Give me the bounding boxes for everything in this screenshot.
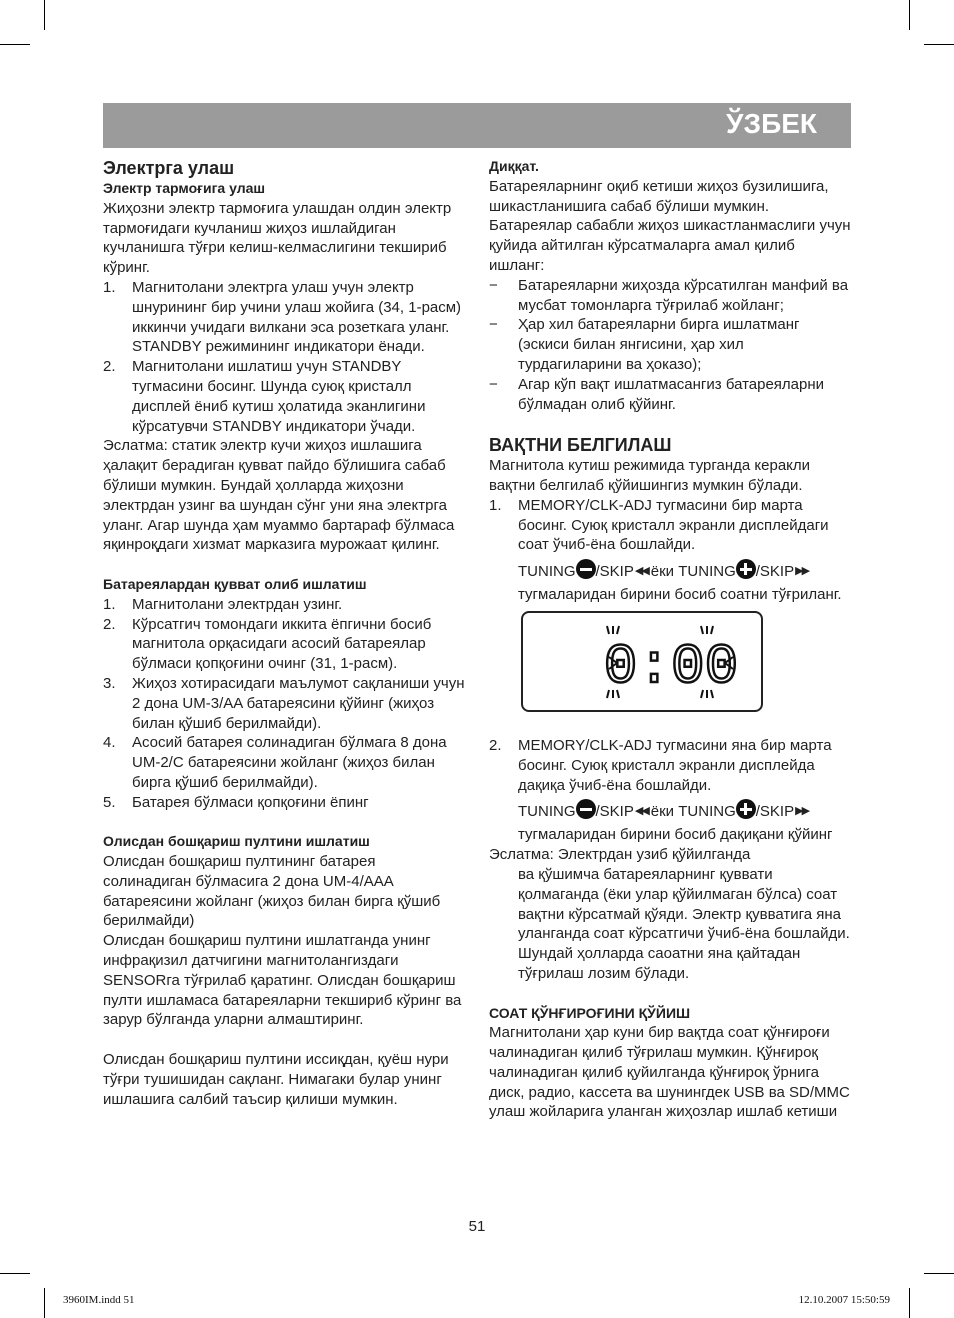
skip-back-icon: ◀◀ <box>634 565 648 578</box>
heading-alarm: СОАТ ҚЎНҒИРОҒИНИ ҚЎЙИШ <box>489 1004 691 1021</box>
crop-mark <box>924 44 954 45</box>
language-banner <box>103 103 851 148</box>
paragraph-attention: Батареяларнинг оқиб кетиши жиҳоз бузилишига, шикастланишига сабаб бўлиши мумкин. Батареялар сабабли жиҳоз шикастланмаслиги учун қуйида айтилган кўрсатмаларга амал қилиб ишланг: <box>489 177 851 274</box>
list-item: 2. MEMORY/CLK-ADJ тугмасини яна бир марта босинг. Суюқ кристалл экранли дисплейда дақиқа ўчиб-ёна бошлайди. <box>489 736 832 794</box>
list-item: 3. Жиҳоз хотирасидаги маълумот сақланиши учун 2 дона UM-3/AA батареясини қўйинг (жиҳоз билан қўшиб берилмайди). <box>103 674 465 732</box>
list-item: 1. MEMORY/CLK-ADJ тугмасини бир марта босинг. Суюқ кристалл экранли дисплейдаги соат ўчиб-ёна бошлайди. <box>489 496 829 554</box>
tuning-skip-row: TUNING /SKIP ◀◀ ёки TUNING /SKIP ▶▶ <box>489 559 851 585</box>
heading-attention: Диққат. <box>489 158 539 174</box>
heading-mains: Электр тармоғига улаш <box>103 180 266 196</box>
crop-mark <box>44 0 45 30</box>
lcd-digits: 0:00 <box>603 634 739 699</box>
crop-mark <box>0 1273 30 1274</box>
page-number: 51 <box>468 1218 486 1235</box>
heading-remote: Олисдан бошқариш пултини ишлатиш <box>103 833 370 850</box>
list-item: 1. Магнитолани электрдан узинг. <box>103 595 343 613</box>
crop-mark <box>44 1288 45 1318</box>
right-column <box>489 157 851 1122</box>
footer-file: 3960IM.indd 51 <box>63 1294 135 1306</box>
paragraph-remote-1: Олисдан бошқариш пултининг батарея солинадиган бўлмасига 2 дона UM-4/AAA батареясини жойланг (жиҳоз билан бирга қўшиб берилмайди) <box>103 853 441 930</box>
paragraph-time: Магнитола кутиш режимида турганда керакли вақтни белгилаб қўйишингиз мумкин бўлади. <box>489 457 811 494</box>
plus-circle-icon <box>736 799 756 819</box>
list-item: 2. Кўрсатгич томондаги иккита ёпгични босиб магнитола орқасидаги асосий батареялар бўлмаси қопқоғини очинг (31, 1-расм). <box>103 615 432 673</box>
crop-mark <box>924 1273 954 1274</box>
paragraph-mains: Жиҳозни электр тармоғига улашдан олдин электр тармоғидаги кучланиш жиҳоз ишлайдиган кучланишга тўғри келиш-келмаслигини текшириб кўринг. <box>103 199 452 277</box>
blink-rays <box>607 626 619 634</box>
list-item: − Батареяларни жиҳозда кўрсатилган манфий ва мусбат томонларга тўғрилаб жойланг; <box>489 276 849 314</box>
list-item: 1. Магнитолани электрга улаш учун электр шнурининг бир учини улаш жойига (34, 1-расм) иккинчи учидаги вилкани эса розеткага уланг. STANDBY режимининг индикатори ёнади. <box>103 278 462 356</box>
lcd-svg <box>523 613 761 710</box>
skip-forward-icon: ▶▶ <box>795 565 809 578</box>
minus-circle-icon <box>576 559 596 579</box>
language-title: ЎЗБЕК <box>726 108 817 139</box>
list-item: 4. Асосий батарея солинадиган бўлмага 8 дона UM-2/C батареясини жойланг (жиҳоз билан бирга қўшиб берилмайди). <box>103 734 447 791</box>
list-item: − Ҳар хил батареяларни бирга ишлатманг (эскиси билан янгисини, ҳар хил турдагиларини ва ҳоказо); <box>489 316 800 373</box>
step1-after: тугмаларидан бирини босиб соатни тўғриланг. <box>518 586 842 604</box>
heading-power: Электрга улаш <box>103 158 235 178</box>
footer-date: 12.10.2007 15:50:59 <box>798 1294 890 1306</box>
minus-circle-icon <box>576 799 596 819</box>
skip-forward-icon: ▶▶ <box>795 805 809 818</box>
plus-circle-icon <box>736 559 756 579</box>
note-clock: Эслатма: Электрдан узиб қўйилганда <box>489 846 751 864</box>
blink-rays <box>701 626 713 634</box>
list-item: − Агар кўп вақт ишлатмасангиз батареяларни бўлмадан олиб қўйинг. <box>489 375 825 413</box>
paragraph-alarm: Магнитолани ҳар куни бир вақтда соат қўнғироғи чалинадиган қилиб тўғрилаш мумкин. Қўнғироқ чалинадиган қилиб қуйилганда қўнғироқ ўрнига диск, радио, кассета ва шунингдек USB ва SD/MMC улаш жойларига уланган жиҳозлар ишлаб кетиши <box>489 1024 850 1121</box>
note-clock-rest: ва қўшимча батареяларнинг қуввати қолмаганда (ёки улар қўйилмаган бўлса) соат вақтни кўрсатмай қўяди. Электр қувватига яна уланганда соат кўрсатгичи ўчиб-ёна бошлайди. Шундай ҳолларда саоатни яна қайтадан тўғрилаш лозим бўлади. <box>518 865 850 982</box>
crop-mark <box>0 44 30 45</box>
skip-back-icon: ◀◀ <box>634 805 648 818</box>
heading-battery: Батареялардан қувват олиб ишлатиш <box>103 575 367 592</box>
crop-mark <box>909 0 910 30</box>
paragraph-remote-2: Олисдан бошқариш пултини ишлатганда унинг инфрақизил датчигини магнитолангиздаги SENSORга тўғрилаб қаратинг. Олисдан бошқариш пулти ишламаса батареяларни текшириб кўринг ва зарур бўлганда уларни алмаштиринг. <box>103 932 462 1029</box>
paragraph-remote-3: Олисдан бошқариш пултини иссиқдан, қуёш нури тўғри тушишидан сақланг. Нимагаки булар унинг ишлашига салбий таъсир қилиши мумкин. <box>103 1051 449 1108</box>
crop-mark <box>909 1288 910 1318</box>
list-item: 5. Батарея бўлмаси қопқоғини ёпинг <box>103 793 369 811</box>
heading-time: ВАҚТНИ БЕЛГИЛАШ <box>489 435 672 456</box>
step2-after: тугмаларидан бирини босиб дақиқани қўйинг <box>518 826 833 844</box>
list-item: 2. Магнитолани ишлатиш учун STANDBY тугмасини босинг. Шунда суюқ кристалл дисплей ёниб кутиш ҳолатида эканлигини кўрсатувчи STANDBY индикатори ўчади. <box>103 358 426 435</box>
tuning-skip-row: TUNING /SKIP ◀◀ ёки TUNING /SKIP ▶▶ <box>489 799 851 825</box>
lcd-display <box>521 611 763 712</box>
left-column <box>103 157 465 1109</box>
note-static: Эслатма: статик электр кучи жиҳоз ишлашига ҳалақит берадиган қувват пайдо бўлишига сабаб бўлиши мумкин. Бундай ҳолларда жиҳозни электрдан узинг ва шундан сўнг уни яна электрга уланг. Агар шунда ҳам муаммо бартараф бўлмаса яқинроқдаги хизмат марказига мурожаат қилинг. <box>103 437 455 554</box>
